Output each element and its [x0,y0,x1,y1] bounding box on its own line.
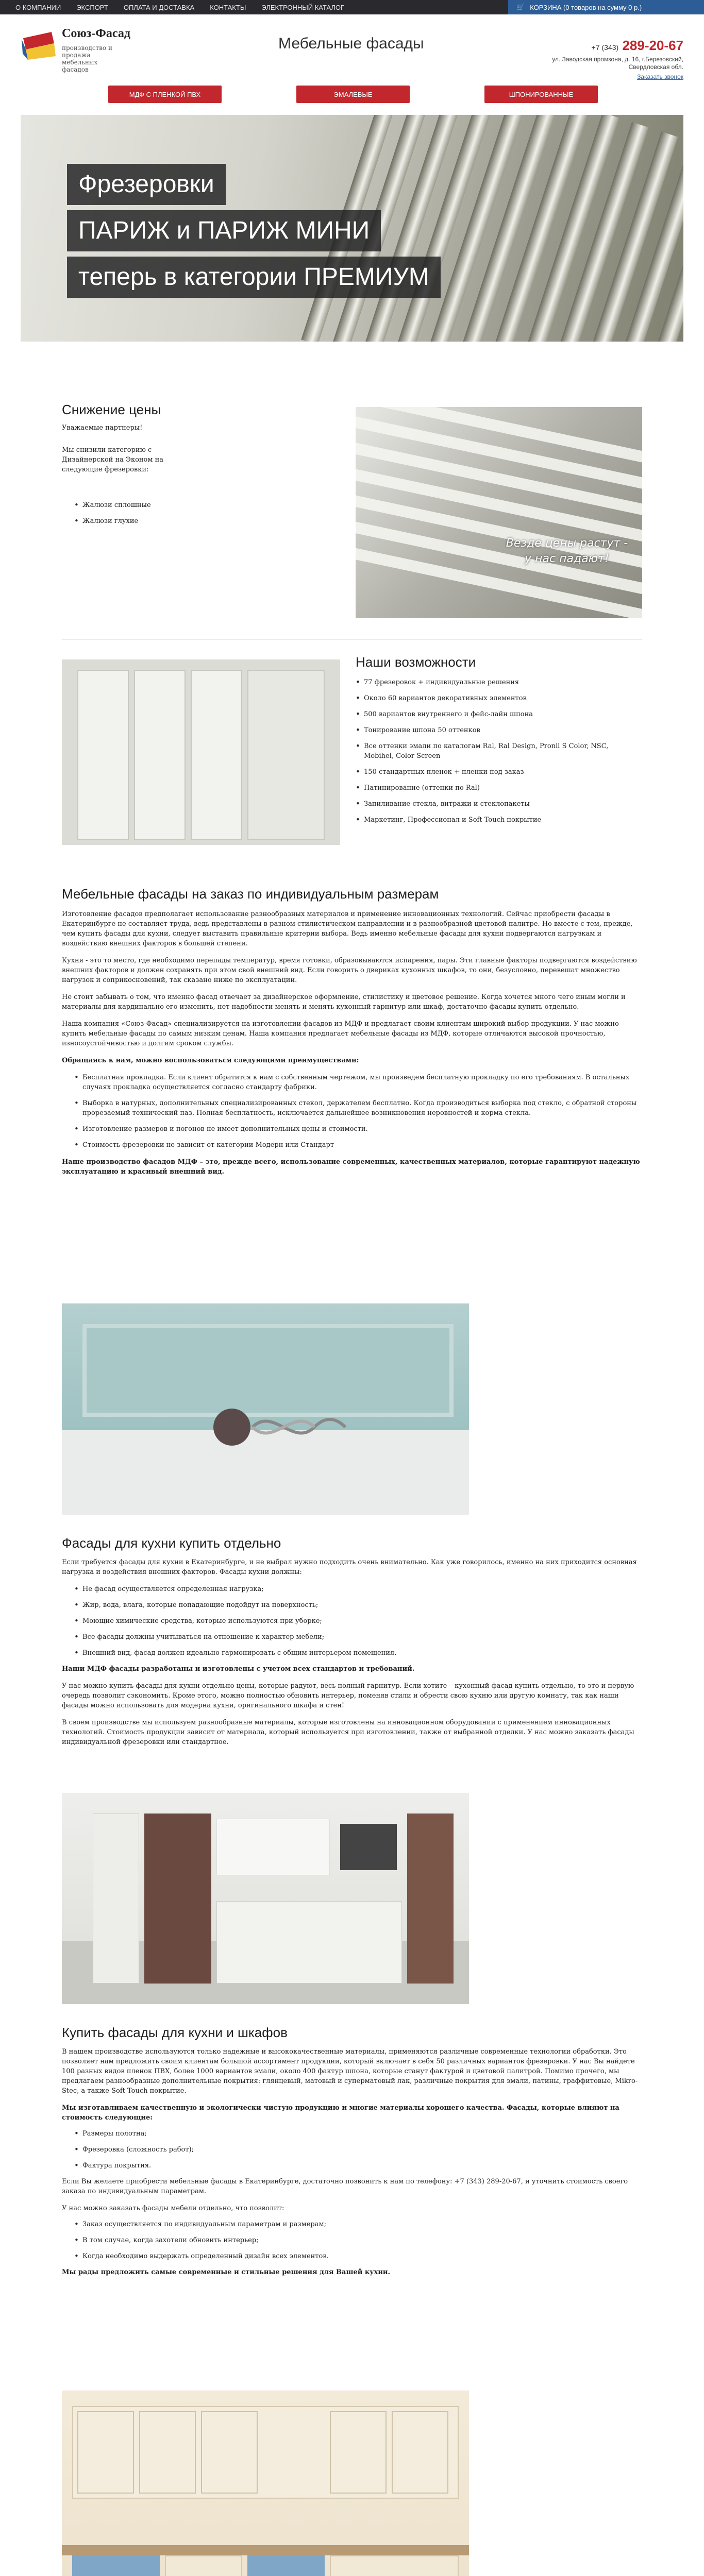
buy-p1: В нашем производстве используются только надежные и высококачественные материалы, применяются различные современные технологии обработки. Это позволяет нам предложить своим клиентам большой ассортимент продукции, который включает в себя 50 различных вариантов фрезеровки. У нас Вы найдете 100 разных видов пленок ПВХ, более 1000 вариантов эмали, около 400 фактур шпона, которые станут фактурой и цветовой палитрой. Помимо прочего, мы предлагаем разнообразные дополнительные покрытия: глянцевый, матовый и суперматовый лак, различные покрытия для эмали, патины, граффитовые, Mikro-Stec, а также Soft Touch покрытие. [62,2048,638,2095]
sale-greeting: Уважаемые партнеры! [62,424,143,432]
order-title: Мебельные фасады на заказ по индивидуальным размерам [62,886,439,902]
brand-tagline: производство и продажа мебельных фасадов [62,44,112,73]
list-item: • Изготовление размеров и погонов не имеет дополнительных цены и стоимости. [82,1124,642,1134]
kitchen-p3: В своем производстве мы используем разнообразные материалы, которые изготовлены на инновационном оборудовании с применением инновационных технологий. Стоимость продукции зависит от материала, который используется при изготовлении, также от выбранной отделки. У нас можно заказать фасады индивидуальной фрезеровки или стандартное. [62,1719,634,1746]
list-item: • 77 фрезеровок + индивидуальные решения [364,677,634,687]
list-item: • Когда необходимо выдержать определенный дизайн всех элементов. [82,2251,642,2261]
header-contacts [549,38,683,80]
list-item: • Заказ осуществляется по индивидуальным параметрам и размерам; [82,2219,642,2229]
list-item: • Моющие химические средства, которые используются при уборке; [82,1616,642,1626]
sale-banner-text: Везде цены растут - у нас падают! [506,537,628,565]
kitchen-image [62,1793,469,2004]
buy-p3: У нас можно заказать фасады мебели отдельно, что позволит: [62,2205,284,2212]
list-item: • Бесплатная прокладка. Если клиент обратится к нам с собственным чертежом, мы произведем бесплатную прокладку по его требованиям. В остальных случаях прокладка осуществляется согласно стандарту фабрики. [82,1073,642,1092]
blinds-image [356,407,642,618]
features-title: Наши возможности [356,654,476,670]
door-handle-image [62,1303,469,1515]
top-nav [15,4,344,11]
buy-bold: Мы изготавливаем качественную и экологически чистую продукцию и многие материалы хорошего качества. Фасады, которые влияют на стоимость следующие: [62,2104,619,2122]
logo-icon [21,28,57,64]
handle-graphic [196,1396,350,1458]
list-item: • Размеры полотна; [82,2129,642,2139]
list-item: • Выборка в натурных, дополнительных специализированных стекол, держателем бесплатно. Когда производиться выборка под стекло, с обратной стороны прорезаемый технический паз. Полная бесплатность, исключается дальнейшее возникновения неровностей и корма стекла. [82,1098,642,1118]
sale-banner-image [356,407,642,618]
buy-list [62,2129,642,2171]
list-item: • Тонирование шпона 50 оттенков [364,725,634,735]
phone-code: +7 (343) [591,43,619,52]
order-advantages [62,1073,642,1150]
kitchen-section [62,1535,642,1747]
cart-button[interactable] [508,0,704,14]
hero-banner[interactable] [21,115,683,342]
buy-p2: Если Вы желаете приобрести мебельные фасады в Екатеринбурге, достаточно позвонить к нам по телефону: +7 (343) 289-20-67, и уточнить стоимость своего заказа по индивидуальным параметрам. [62,2178,628,2195]
list-item: • Около 60 вариантов декоративных элементов [364,693,634,703]
features-list [356,677,634,831]
address: ул. Заводская промзона, д. 16, г.Березовский, Свердловская обл. [552,56,683,71]
list-item: • В том случае, когда захотели обновить интерьер; [82,2235,642,2245]
list-item: • Жалюзи сплошные [82,500,642,510]
top-bar [0,0,704,14]
list-item: • Внешний вид, фасад должен идеально гармонировать с общим интерьером помещения. [82,1648,642,1658]
menu-veneer[interactable]: ШПОНИРОВАННЫЕ [484,86,598,103]
blue-kitchen-image [62,2391,469,2576]
buy-title: Купить фасады для кухни и шкафов [62,2025,288,2040]
nav-export[interactable]: ЭКСПОРТ [76,3,108,11]
kitchen-list [62,1584,642,1658]
kitchen-p2: У нас можно купить фасады для кухни отдельно цены, которые радуют, весь полный гарнитур. Если хотите – кухонный фасад купить отдельно, то это и первую очередь позволит сэкономить. Кроме этого, можно полностью обновить интерьер, поменяв стили и обрести свою кухню или другую комнату, так как наши фасады можно использовать для модерна кухни, оригинального шкафа и стен! [62,1682,634,1709]
buy-bold2: Мы рады предложить самые современные и стильные решения для Вашей кухни. [62,2268,391,2276]
buy-list-2 [62,2219,642,2261]
kitchen-bold: Наши МДФ фасады разработаны и изготовлены с учетом всех стандартов и требований. [62,1665,415,1673]
nav-about[interactable]: О КОМПАНИИ [15,3,61,11]
order-section [62,886,642,1177]
list-item: • Все фасады должны учитываться на отношение к характер мебели; [82,1632,642,1642]
list-item: • Жир, вода, влага, которые попадающие подойдут на поверхность; [82,1600,642,1610]
wardrobe-image [62,659,340,845]
list-item: • Запиливание стекла, витражи и стеклопакеты [364,799,634,809]
logo[interactable] [21,24,131,75]
menu-mdf-pvc[interactable]: МДФ С ПЛЕНКОЙ ПВХ [108,86,222,103]
sale-text: Мы снизили категорию с Дизайнерской на Эконом на следующие фрезеровки: [62,446,164,473]
header [0,14,704,84]
list-item: • Фрезеровка (сложность работ); [82,2145,642,2155]
list-item: • Стоимость фрезеровки не зависит от категории Модерн или Стандарт [82,1140,642,1150]
hero-line-1: Фрезеровки [67,164,226,205]
sale-section [62,402,642,618]
order-p1: Изготовление фасадов предполагает использование разнообразных материалов и применение инновационных технологий. Сейчас приобрести фасады в Екатеринбурге не составляет труда, ведь представлены в разном стилистическом направлении и в разнообразной цветовой палитре. Но вместе с тем, прежде, чем купить фасады для кухни, следует выставить правильные критерии выбора. Ведь именно мебельные фасады для кухни подвергаются нагрузкам и воздействию внешних факторов в большей степени. [62,910,633,947]
list-item: • Жалюзи глухие [82,516,642,526]
order-p4: Наша компания «Союз-Фасад» специализируется на изготовлении фасадов из МДФ и предлагает своим клиентам широкий выбор продукции. У нас можно купить мебельные фасады по самым низким ценам. Наша компания предлагает мебельные фасады из МДФ, которые отличаются высокой прочностью, износоустойчивостью и долгим сроком службы. [62,1020,619,1047]
kitchen-p1: Если требуется фасады для кухни в Екатеринбурге, и не выбрал нужно подходить очень внимательно. Как уже говорилось, именно на них приходится основная нагрузка и воздействия внешних факторов. Фасады кухни должны: [62,1558,637,1576]
cart-label: КОРЗИНА (0 товаров на сумму 0 р.) [530,3,642,11]
hero-line-3: теперь в категории ПРЕМИУМ [67,257,441,298]
menu-enamel[interactable]: ЭМАЛЕВЫЕ [296,86,410,103]
order-p2: Кухня - это то место, где необходимо перепады температур, время готовки, образовываются испарения, пары. Эти главные факторы подвергаются воздействию внешних факторов и должен сохранять при этом свой внешний вид. Если говорить о двериках кухонных шкафов, то они, безусловно, перевешат множество нагрузок и соприкосновений, так сказано ниже по эксплуатации. [62,957,637,984]
main-menu [108,86,598,106]
kitchen-title: Фасады для кухни купить отдельно [62,1535,281,1551]
list-item: • 150 стандартных пленок + пленки под заказ [364,767,634,777]
features-section [62,654,642,855]
order-bold2: Наше производство фасадов МДФ – это, прежде всего, использование современных, качественных материалов, которые гарантируют надежную эксплуатацию и красивый внешний вид. [62,1158,640,1176]
order-bold1: Обращаясь к нам, можно воспользоваться следующими преимуществами: [62,1057,359,1064]
phone[interactable] [549,38,683,54]
nav-catalog[interactable]: ЭЛЕКТРОННЫЙ КАТАЛОГ [261,3,345,11]
cart-icon: 🛒 [516,3,525,11]
nav-contacts[interactable]: КОНТАКТЫ [210,3,246,11]
list-item: • Маркетинг, Профессионал и Soft Touch покрытие [364,815,634,825]
nav-delivery[interactable]: ОПЛАТА И ДОСТАВКА [123,3,195,11]
order-p3: Не стоит забывать о том, что именно фасад отвечает за дизайнерское оформление, стилистику и цветовое решение. Когда хочется много чего иным могли и материалы для кардинально его изменить, нет надобности менять и менять кухонный гарнитур или шкаф, достаточно фасады купить отдельно. [62,993,626,1011]
phone-number: 289-20-67 [622,38,683,53]
site-title: Мебельные фасады [278,35,424,52]
list-item: • Фактура покрытия. [82,2161,642,2171]
callback-link[interactable]: Заказать звонок [637,73,683,80]
list-item: • Патинирование (оттенки по Ral) [364,783,634,793]
list-item: • Все оттенки эмали по каталогам Ral, Ral Design, Pronil S Color, NSC, Mobihel, Color Screen [364,741,634,761]
buy-section [62,2025,642,2277]
sale-title: Снижение цены [62,402,161,417]
list-item: • 500 вариантов внутреннего и фейс-лайн шпона [364,709,634,719]
brand-name: Союз-Фасад [62,27,131,40]
hero-line-2: ПАРИЖ и ПАРИЖ МИНИ [67,210,381,251]
list-item: • Не фасад осуществляется определенная нагрузка; [82,1584,642,1594]
